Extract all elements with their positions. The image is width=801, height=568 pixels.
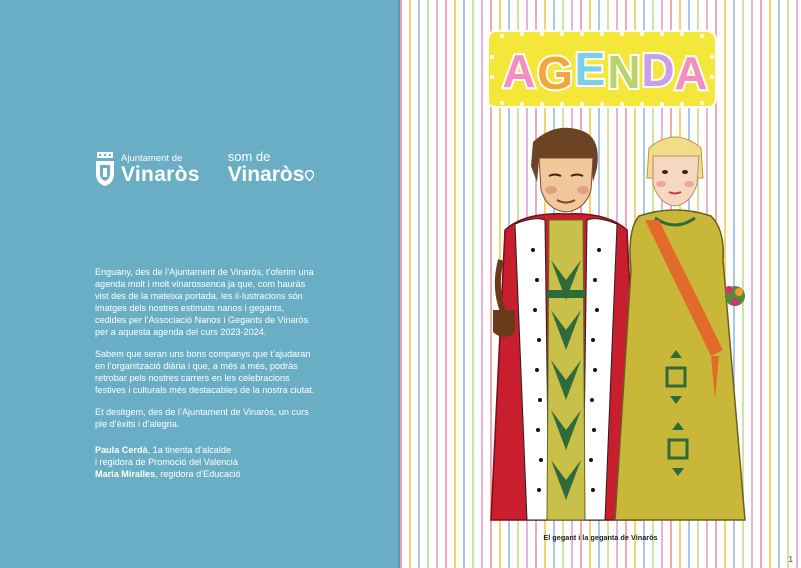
banner-letter-n: N (607, 46, 641, 98)
location-pin-icon (304, 170, 315, 181)
paragraph-2: Sabem que seran uns bons companys que t’ajudaran en l’organització diària i que, a més a més, podràs retrobar pels nostres carrers en les celebracions festives i culturals més destacables de la nostra ciutat. (95, 349, 315, 395)
agenda-banner (482, 27, 722, 111)
signature-role-2: , regidora d’Educació (155, 469, 241, 479)
banner-letter-a2: A (674, 47, 708, 99)
right-page (400, 0, 801, 568)
ajuntament-small-text: Ajuntament de (121, 153, 183, 164)
signature-name-2: Maria Miralles (95, 469, 156, 479)
crest-icon (95, 152, 115, 186)
ajuntament-big-text: Vinaròs (121, 163, 200, 186)
banner-letter-d: D (641, 44, 675, 96)
logos-row (95, 150, 315, 186)
somde-logo (228, 150, 316, 186)
ajuntament-logo (95, 152, 200, 186)
banner-letter-e: E (574, 43, 606, 95)
page-gutter (398, 0, 402, 568)
signature-role-1b: i regidora de Promoció del Valencià (95, 457, 238, 467)
signature (95, 444, 317, 480)
banner-letter-a: A (502, 45, 536, 97)
queen-figure (615, 137, 745, 520)
left-page (0, 0, 400, 568)
illustration-caption: El gegant i la geganta de Vinaròs (543, 533, 658, 542)
signature-name-1: Paula Cerdà (95, 445, 148, 455)
somde-big-text: Vinaròs (227, 163, 305, 186)
page-number: 1 (788, 555, 793, 564)
giants-illustration (445, 120, 765, 540)
paragraph-1: Enguany, des de l’Ajuntament de Vinaròs, t’oferim una agenda molt i molt vinarossenca ja que, com hauràs vist des de la mateixa portada, les il·lustracions són imatges dels nostres estimats nanos i gegants, cedides per l’Associació Nanos i Gegants de Vinaròs per a aquesta agenda del curs 2023-2024. (95, 267, 314, 337)
intro-text (95, 266, 317, 480)
somde-small-text: som de (227, 149, 271, 164)
signature-role-1: , 1a tinenta d’alcalde (147, 445, 231, 455)
banner-letter-g: G (537, 47, 573, 99)
paragraph-3: Et desitgem, des de l’Ajuntament de Vinaròs, un curs ple d’èxits i d’alegria. (95, 407, 309, 429)
